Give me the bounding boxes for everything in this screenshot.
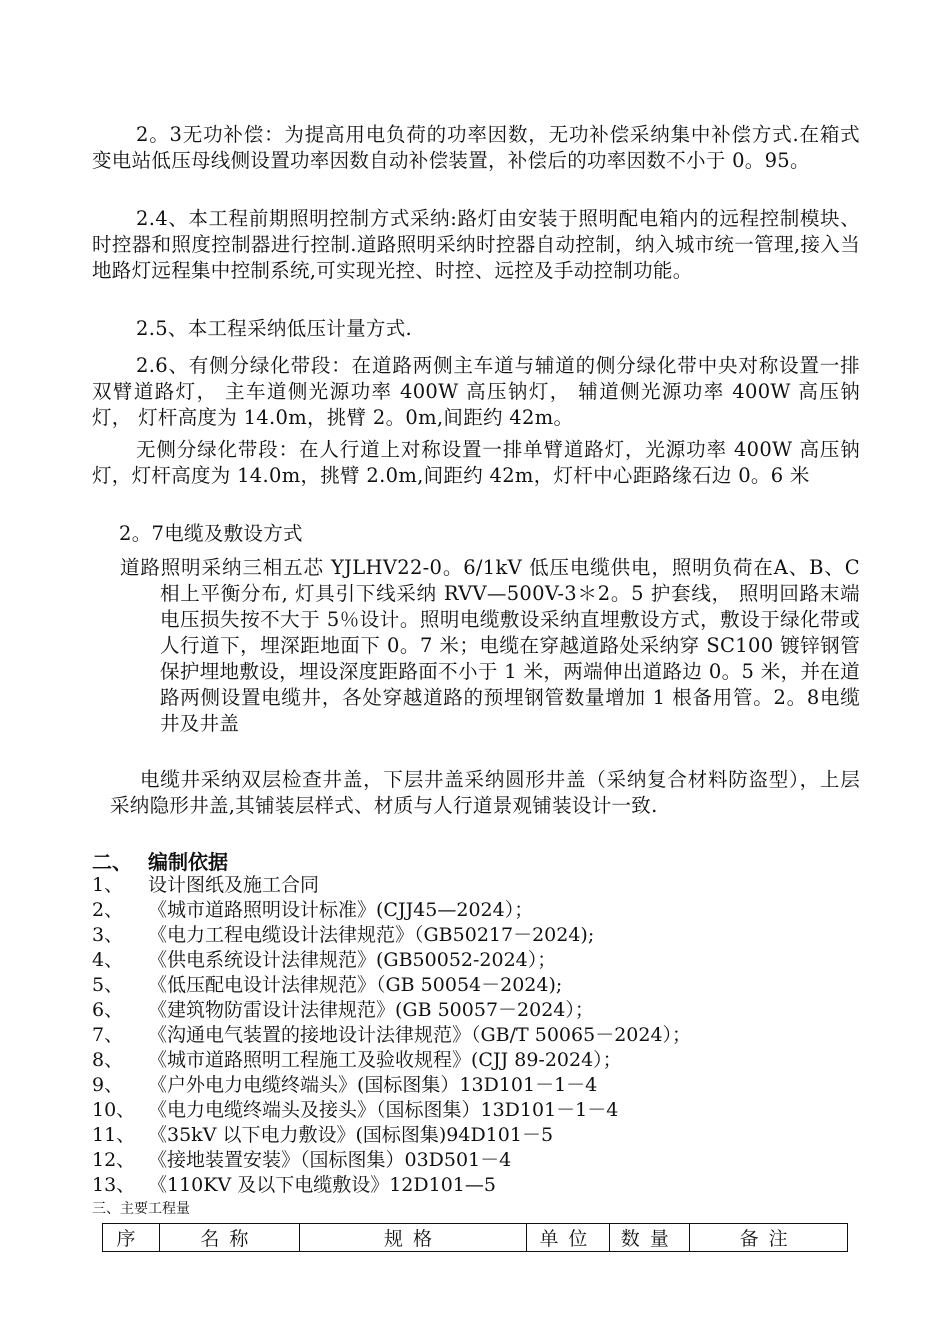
list-item — [92, 1048, 872, 1073]
column-header-name: 名称 — [159, 1224, 299, 1252]
list-item-number: 7、 — [92, 1024, 124, 1046]
list-item — [92, 923, 872, 948]
list-item — [92, 1123, 872, 1148]
list-item-text: 《城市道路照明设计标准》(CJJ45—2024）； — [148, 899, 534, 921]
paragraph-cable-heading: 2。7电缆及敷设方式 — [119, 522, 303, 545]
list-item-number: 4、 — [92, 949, 124, 971]
list-item-text: 《接地装置安装》（国标图集）03D501－4 — [148, 1149, 512, 1171]
list-item-number: 9、 — [92, 1074, 124, 1096]
list-item — [92, 1023, 872, 1048]
list-item-text: 《城市道路照明工程施工及验收规程》(CJJ 89-2024）； — [148, 1049, 622, 1071]
column-header-quantity: 数量 — [610, 1224, 690, 1252]
list-item-text: 《110KV 及以下电缆敷设》12D101—5 — [148, 1174, 496, 1196]
table-header-row — [103, 1224, 848, 1252]
reference-list — [92, 873, 872, 1198]
list-item-text: 《电力电缆终端头及接头》（国标图集）13D101－1－4 — [148, 1099, 619, 1121]
column-header-spec: 规格 — [299, 1224, 527, 1252]
list-item-number: 2、 — [92, 899, 124, 921]
list-item — [92, 1098, 872, 1123]
list-item-number: 8、 — [92, 1049, 124, 1071]
column-header-unit: 单位 — [527, 1224, 610, 1252]
section-title: 编制依据 — [148, 850, 228, 874]
section-number: 二、 — [92, 850, 132, 874]
list-item-text: 设计图纸及施工合同 — [148, 874, 320, 896]
list-item-number: 6、 — [92, 999, 124, 1021]
list-item — [92, 1148, 872, 1173]
paragraph-cable-well-cover: 电缆井采纳双层检查井盖，下层井盖采纳圆形井盖（采纳复合材料防盗型），上层采纳隐形井盖,其铺装层样式、材质与人行道景观铺装设计一致. — [110, 768, 860, 817]
column-header-remarks: 备注 — [690, 1224, 848, 1252]
list-item — [92, 998, 872, 1023]
list-item-number: 3、 — [92, 924, 124, 946]
quantity-table — [102, 1223, 848, 1252]
list-item-number: 11、 — [92, 1124, 136, 1146]
section-heading-quantities: 三、主要工程量 — [92, 1201, 190, 1217]
paragraph-reactive-compensation: 2。3无功补偿：为提高用电负荷的功率因数，无功补偿采纳集中补偿方式.在箱式变电站低压母线侧设置功率因数自动补偿装置，补偿后的功率因数不小于 0。95。 — [92, 123, 860, 172]
paragraph-no-green-belt-section: 无侧分绿化带段：在人行道上对称设置一排单臂道路灯，光源功率 400W 高压钠灯，灯杆高度为 14.0m，挑臂 2.0m,间距约 42m，灯杆中心距路缘石边 0。6 米 — [92, 438, 860, 487]
list-item-text: 《建筑物防雷设计法律规范》(GB 50057－2024）； — [148, 999, 594, 1021]
list-item-number: 1、 — [92, 874, 124, 896]
list-item-text: 《35kV 以下电力敷设》(国标图集)94D101－5 — [148, 1124, 554, 1146]
paragraph-green-belt-section: 2.6、有侧分绿化带段：在道路两侧主车道与辅道的侧分绿化带中央对称设置一排双臂道路灯， 主车道侧光源功率 400W 高压钠灯， 辅道侧光源功率 400W 高压钠灯， 灯杆高度为 14.0m，挑臂 2。0m,间距约 42m。 — [92, 354, 860, 429]
list-item — [92, 1173, 872, 1198]
list-item-number: 12、 — [92, 1149, 136, 1171]
list-item-number: 13、 — [92, 1174, 136, 1196]
list-item-text: 《沟通电气装置的接地设计法律规范》（GB/T 50065－2024）； — [148, 1024, 692, 1046]
section-heading-basis — [92, 849, 228, 875]
list-item — [92, 873, 872, 898]
paragraph-metering: 2.5、本工程采纳低压计量方式. — [136, 317, 413, 340]
list-item — [92, 1073, 872, 1098]
paragraph-cable-laying: 道路照明采纳三相五芯 YJLHV22-0。6/1kV 低压电缆供电，照明负荷在A、B、C 相上平衡分布, 灯具引下线采纳 RVV—500V-3＊2。5 护套线， 照明回路末端电压损失按不大于 5％设计。照明电缆敷设采纳直埋敷设方式，敷设于绿化带或人行道下，埋深距地面下 0。7 米；电缆在穿越道路处采纳穿 SC100 镀锌钢管保护埋地敷设，埋设深度距路面不小于 1 米，两端伸出道路边 0。5 米，并在道路两侧设置电缆井，各处穿越道路的预埋钢管数量增加 1 根备用管。2。8电缆井及井盖 — [120, 556, 860, 735]
column-header-index: 序 — [103, 1224, 160, 1252]
list-item — [92, 898, 872, 923]
list-item — [92, 948, 872, 973]
list-item-text: 《低压配电设计法律规范》（GB 50054－2024); — [148, 974, 563, 996]
list-item-text: 《供电系统设计法律规范》(GB50052-2024）； — [148, 949, 557, 971]
list-item — [92, 973, 872, 998]
paragraph-lighting-control: 2.4、本工程前期照明控制方式采纳:路灯由安装于照明配电箱内的远程控制模块、时控器和照度控制器进行控制.道路照明采纳时控器自动控制，纳入城市统一管理,接入当地路灯远程集中控制系统,可实现光控、时控、远控及手动控制功能。 — [92, 207, 860, 282]
list-item-text: 《户外电力电缆终端头》(国标图集）13D101－1－4 — [148, 1074, 598, 1096]
list-item-text: 《电力工程电缆设计法律规范》（GB50217－2024); — [148, 924, 595, 946]
list-item-number: 5、 — [92, 974, 124, 996]
list-item-number: 10、 — [92, 1099, 136, 1121]
